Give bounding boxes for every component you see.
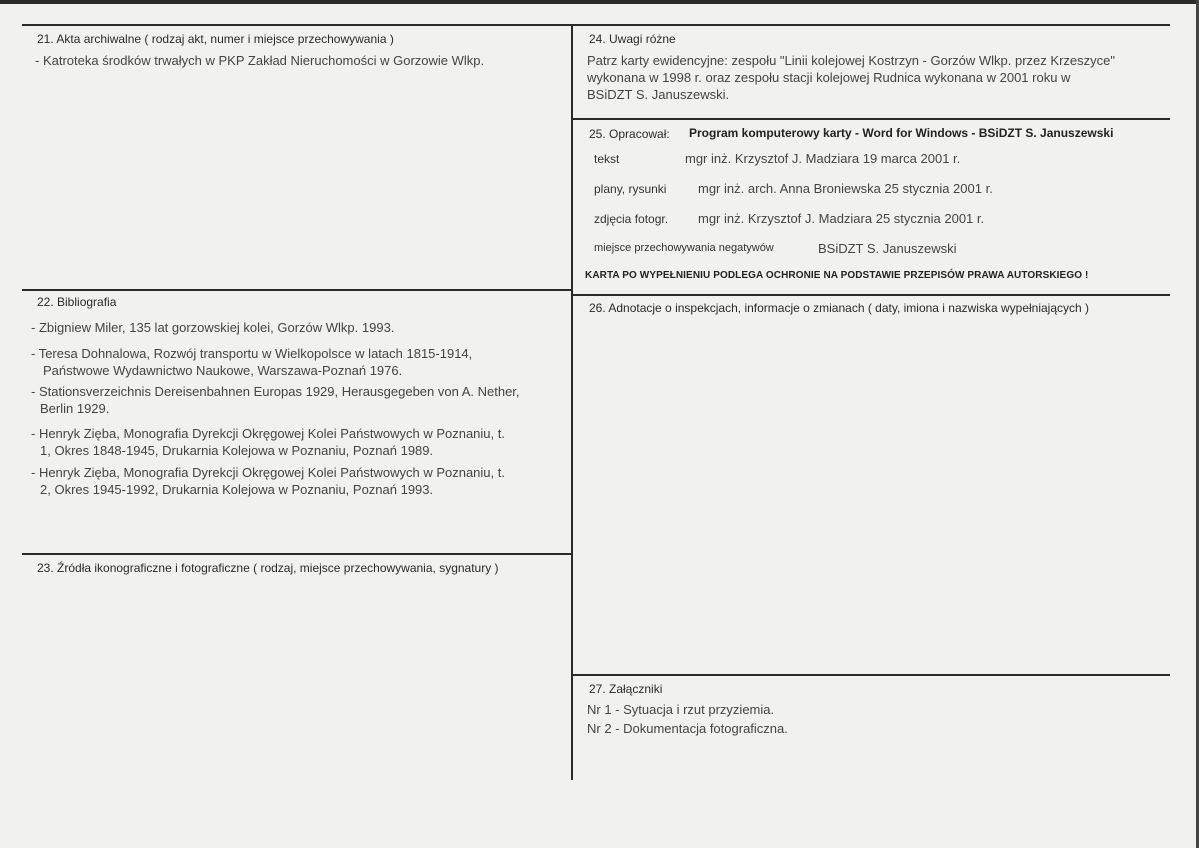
top-edge <box>0 0 1199 4</box>
bibliography-item-4: - Henryk Zięba, Monografia Dyrekcji Okręgowej Kolei Państwowych w Poznaniu, t. 1, Okres 1848-1945, Drukarnia Kolejowa w Poznaniu, Poznań 1989. <box>31 426 505 458</box>
bibliography-item-5: - Henryk Zięba, Monografia Dyrekcji Okręgowej Kolei Państwowych w Poznaniu, t. 2, Okres 1945-1992, Drukarnia Kolejowa w Poznaniu, Poznań 1993. <box>31 465 505 497</box>
archive-item: - Katroteka środków trwałych w PKP Zakład Nieruchomości w Gorzowie Wlkp. <box>35 53 485 68</box>
negatives-location: BSiDZT S. Januszewski <box>818 241 957 256</box>
rule-21-22 <box>22 289 573 291</box>
attachment-1: Nr 1 - Sytuacja i rzut przyziemia. <box>587 702 775 717</box>
attachment-2: Nr 2 - Dokumentacja fotograficzna. <box>587 721 788 736</box>
center-divider <box>571 24 573 780</box>
remarks-line-1: Patrz karty ewidencyjne: zespołu "Linii kolejowej Kostrzyn - Gorzów Wlkp. przez Krzeszyce" <box>587 53 1115 68</box>
bibliography-item-3: - Stationsverzeichnis Dereisenbahnen Europas 1929, Herausgegeben von A. Nether, Berlin 1929. <box>31 384 520 416</box>
remarks-line-2: wykonana w 1998 r. oraz zespołu stacji kolejowej Rudnica wykonana w 2001 roku w <box>587 70 1071 85</box>
rule-26-27 <box>573 674 1170 676</box>
photos-label: zdjęcia fotogr. <box>594 212 669 226</box>
rule-25-26 <box>573 294 1170 296</box>
top-rule <box>22 24 1170 26</box>
prepared-by-label: 25. Opracował: <box>589 127 670 141</box>
rule-22-23 <box>22 553 573 555</box>
rule-24-25 <box>573 118 1170 120</box>
bibliography-item-2: - Teresa Dohnalowa, Rozwój transportu w Wielkopolsce w latach 1815-1914, Państwowe Wydawnictwo Naukowe, Warszawa-Poznań 1976. <box>31 346 473 378</box>
section-24-heading: 24. Uwagi różne <box>589 32 676 46</box>
remarks-line-3: BSiDZT S. Januszewski. <box>587 87 730 102</box>
text-author: mgr inż. Krzysztof J. Madziara 19 marca 2001 r. <box>685 151 961 166</box>
program-credit: Program komputerowy karty - Word for Windows - BSiDZT S. Januszewski <box>689 126 1114 140</box>
photos-author: mgr inż. Krzysztof J. Madziara 25 stycznia 2001 r. <box>698 211 985 226</box>
section-23-heading: 23. Źródła ikonograficzne i fotograficzne ( rodzaj, miejsce przechowywania, sygnatury ) <box>37 561 499 575</box>
section-21-heading: 21. Akta archiwalne ( rodzaj akt, numer i miejsce przechowywania ) <box>37 32 394 46</box>
drawings-author: mgr inż. arch. Anna Broniewska 25 stycznia 2001 r. <box>698 181 993 196</box>
drawings-label: plany, rysunki <box>594 182 667 196</box>
copyright-warning: KARTA PO WYPEŁNIENIU PODLEGA OCHRONIE NA PODSTAWIE PRZEPISÓW PRAWA AUTORSKIEGO ! <box>585 270 1089 281</box>
section-26-heading: 26. Adnotacje o inspekcjach, informacje o zmianach ( daty, imiona i nazwiska wypełniających ) <box>589 301 1090 315</box>
section-22-heading: 22. Bibliografia <box>37 295 117 309</box>
bibliography-item-1: - Zbigniew Miler, 135 lat gorzowskiej kolei, Gorzów Wlkp. 1993. <box>31 320 395 335</box>
negatives-label: miejsce przechowywania negatywów <box>594 242 774 254</box>
section-27-heading: 27. Załączniki <box>589 682 663 696</box>
text-label: tekst <box>594 152 620 166</box>
